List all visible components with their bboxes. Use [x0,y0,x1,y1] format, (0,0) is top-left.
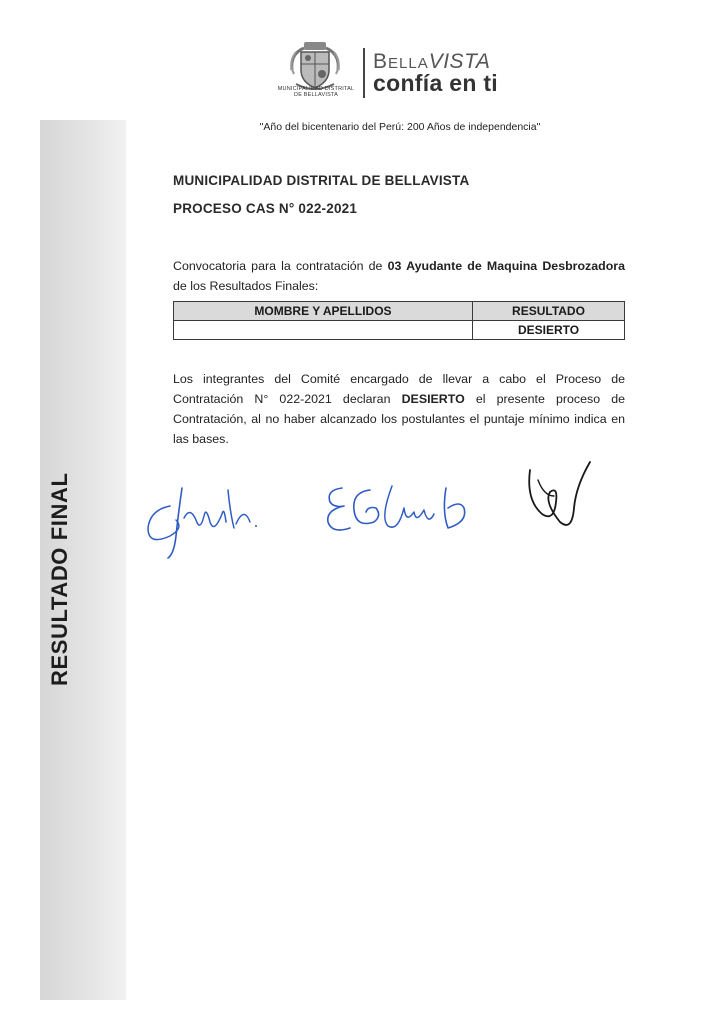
intro-prefix: Convocatoria para la contratación de [173,259,388,273]
signature-1 [140,476,270,561]
signature-2 [318,478,478,540]
intro-position: 03 Ayudante de Maquina Desbrozadora [387,259,625,273]
year-motto: "Año del bicentenario del Perú: 200 Años de independencia" [259,121,541,133]
column-header-name: MOMBRE Y APELLIDOS [174,302,473,321]
side-label: RESULTADO FINAL [47,472,72,686]
results-table [173,301,625,340]
intro-paragraph [173,256,625,296]
column-header-result: RESULTADO [473,302,625,321]
table-row [174,321,625,340]
header-divider [363,48,365,98]
seal-caption-line-2: DE BELLAVISTA [294,92,338,98]
seal-caption [270,86,362,98]
intro-suffix: de los Resultados Finales: [173,279,319,293]
statement-paragraph [173,369,625,449]
cell-result: DESIERTO [473,321,625,340]
statement-suffix: el presente proceso de Contratación, al no haber alcanzado los postulantes el puntaje mínimo indica en las bases. [173,392,626,446]
cell-name [174,321,473,340]
brand-initial: B [373,50,389,73]
brand-vista: VISTA [428,50,491,73]
statement-prefix: Los integrantes del Comité encargado de llevar a cabo el Proceso de Contratación N° 022-2021 declaran [173,372,625,406]
process-title: PROCESO CAS N° 022-2021 [173,201,358,216]
brand-bella: ELLA [388,55,429,72]
organization-title: MUNICIPALIDAD DISTRITAL DE BELLAVISTA [173,173,470,188]
signature-3 [520,456,596,536]
statement-keyword: DESIERTO [401,392,465,406]
table-header-row [174,302,625,321]
seal-caption-line-1: MUNICIPALIDAD DISTRITAL [277,86,355,92]
brand-slogan: confía en ti [373,70,499,96]
